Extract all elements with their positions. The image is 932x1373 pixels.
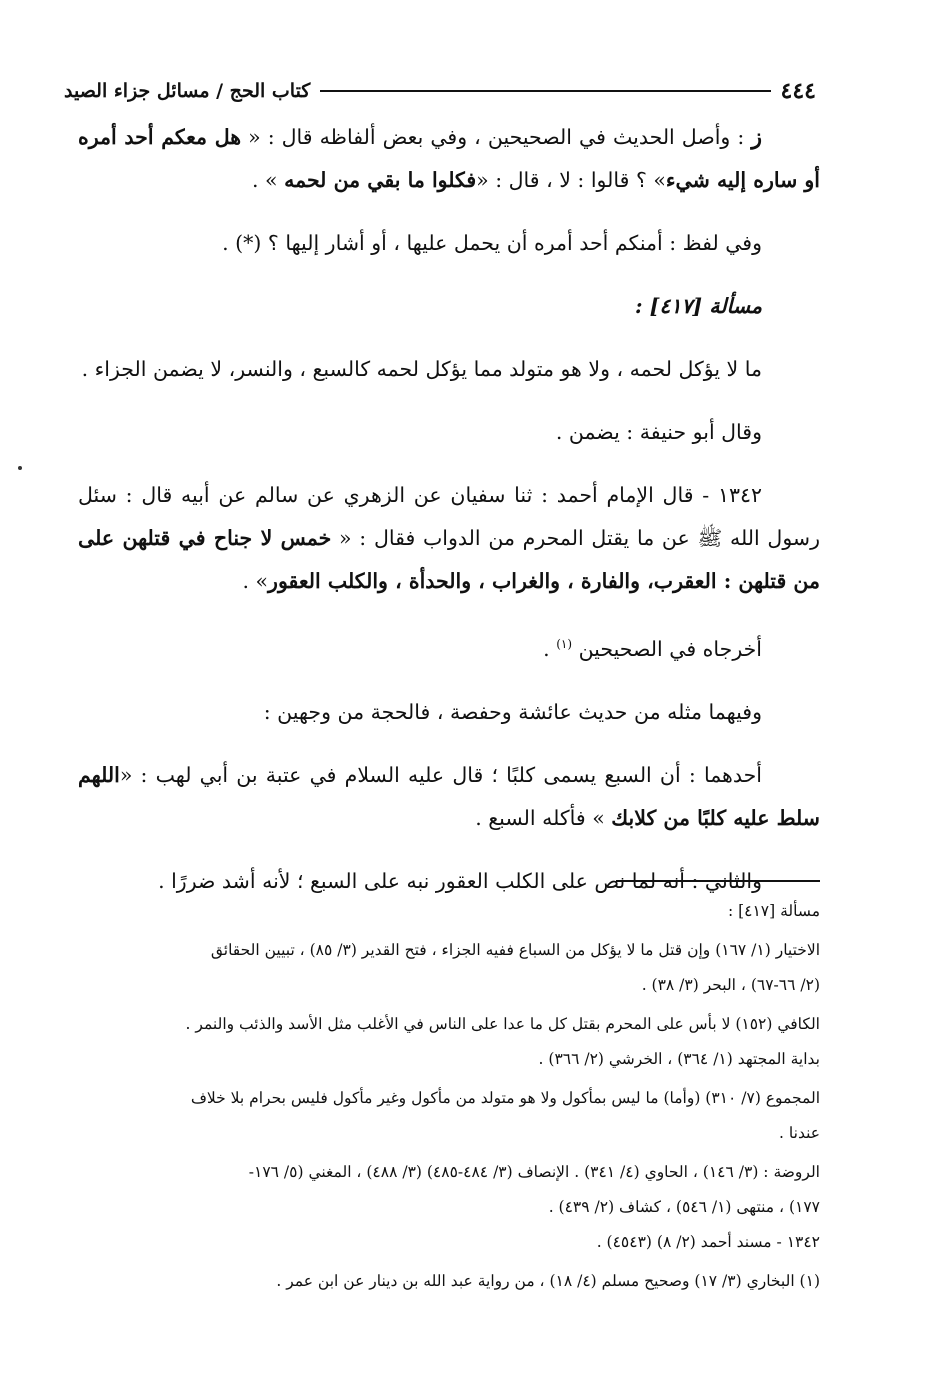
paragraph-hadith-origin (78, 116, 820, 202)
text-run: ١٣٤٢ - قال الإمام أحمد : ثنا سفيان عن الزهري عن سالم عن أبيه قال : سئل رسول الله ﷺ عن ما يقتل المحرم من الدواب فقال : « (78, 483, 820, 550)
footnote-line: ١٧٧) ، منتهى (١/ ٥٤٦) ، كشاف (٢/ ٤٣٩) . (548, 1198, 820, 1216)
paragraph-first-proof (78, 754, 820, 840)
footnote-line: (١) البخاري (٣/ ١٧) وصحيح مسلم (٤/ ١٨) ، من رواية عبد الله بن دينار عن ابن عمر . (276, 1272, 820, 1290)
paragraph-ruling: ما لا يؤكل لحمه ، ولا هو متولد مما يؤكل لحمه كالسبع ، والنسر، لا يضمن الجزاء . (81, 357, 762, 381)
footnote-line: (٢/ ٦٦-٦٧) ، البحر (٣/ ٣٨) . (641, 976, 820, 994)
commentary-mark: ز (751, 124, 762, 150)
footnote-ref: (١) (556, 637, 573, 651)
footnote-line: المجموع (٧/ ٣١٠) (وأما) ما ليس بمأكول ولا هو متولد من مأكول وغير مأكول فليس بحرام بلا خلاف (190, 1089, 820, 1107)
running-title: كتاب الحج / مسائل جزاء الصيد (64, 80, 311, 102)
quoted-text: خمس لا جناح في قتلهن على من قتلهن : العقرب، والفارة ، والغراب ، والحدأة ، والكلب العقور (78, 526, 820, 593)
main-text (78, 116, 820, 923)
page-number: ٤٤٤ (780, 78, 816, 104)
paragraph-takhrij (78, 623, 820, 671)
footnote-line: الكافي (١٥٢) لا بأس على المحرم بقتل كل ما عدا على الناس في الأغلب مثل الأسد والذئب والنمر . (185, 1015, 820, 1033)
text-run: » . (252, 168, 285, 192)
footnote-line: الروضة : (٣/ ١٤٦) ، الحاوي (٤/ ٣٤١) . الإنصاف (٣/ ٤٨٤-٤٨٥) (٣/ ٤٨٨) ، المغني (٥/ ١٧٦- (248, 1163, 820, 1181)
paragraph-second-proof: والثاني : أنه لما نص على الكلب العقور نبه على السبع ؛ لأنه أشد ضررًا . (158, 868, 762, 893)
text-run: . (543, 636, 557, 661)
scan-speck (18, 466, 22, 470)
page-header (64, 74, 816, 108)
header-rule (320, 90, 770, 92)
paragraph-variant-wording: وفي لفظ : أمنكم أحد أمره أن يحمل عليها ، أو أشار إليها ؟ (*) . (222, 231, 762, 255)
text-run: أخرجاه في الصحيحين (578, 636, 762, 661)
quoted-text: فكلوا ما بقي من لحمه (284, 168, 477, 192)
quoted-text: هل معكم أحد أمره أو ساره إليه شيء (78, 125, 820, 192)
issue-heading: مسألة [٤١٧] : (634, 294, 762, 318)
text-run: أحدهما : أن السبع يسمى كلبًا ؛ قال عليه السلام في عتبة بن أبي لهب : « (119, 762, 762, 787)
footnote-line: ١٣٤٢ - مسند أحمد (٢/ ٨) (٤٥٤٣) . (596, 1233, 820, 1251)
footnote-divider (616, 880, 820, 882)
footnote-line: بداية المجتهد (١/ ٣٦٤) ، الخرشي (٢/ ٣٦٦) . (538, 1050, 820, 1068)
paragraph-two-proofs: وفيهما مثله من حديث عائشة وحفصة ، فالحجة من وجهين : (263, 699, 762, 724)
footnote-line: الاختيار (١/ ١٦٧) وإن قتل ما لا يؤكل من السباع ففيه الجزاء ، فتح القدير (٣/ ٨٥) ، تبيين الحقائق (210, 941, 820, 959)
text-run: » فأكله السبع . (475, 805, 612, 830)
text-run: » . (242, 569, 269, 593)
text-run: » ؟ قالوا : لا ، قال : « (476, 168, 666, 192)
paragraph-abu-hanifa: وقال أبو حنيفة : يضمن . (555, 420, 762, 444)
text-run: : وأصل الحديث في الصحيحين ، وفي بعض ألفاظه قال : « (241, 125, 745, 149)
footnotes (78, 894, 820, 1299)
paragraph-hadith-1342 (78, 474, 820, 603)
quoted-text: اللهم سلط عليه كلبًا من كلابك (78, 762, 820, 830)
footnote-heading: مسألة [٤١٧] : (727, 902, 820, 920)
footnote-line: عندنا . (779, 1124, 820, 1142)
